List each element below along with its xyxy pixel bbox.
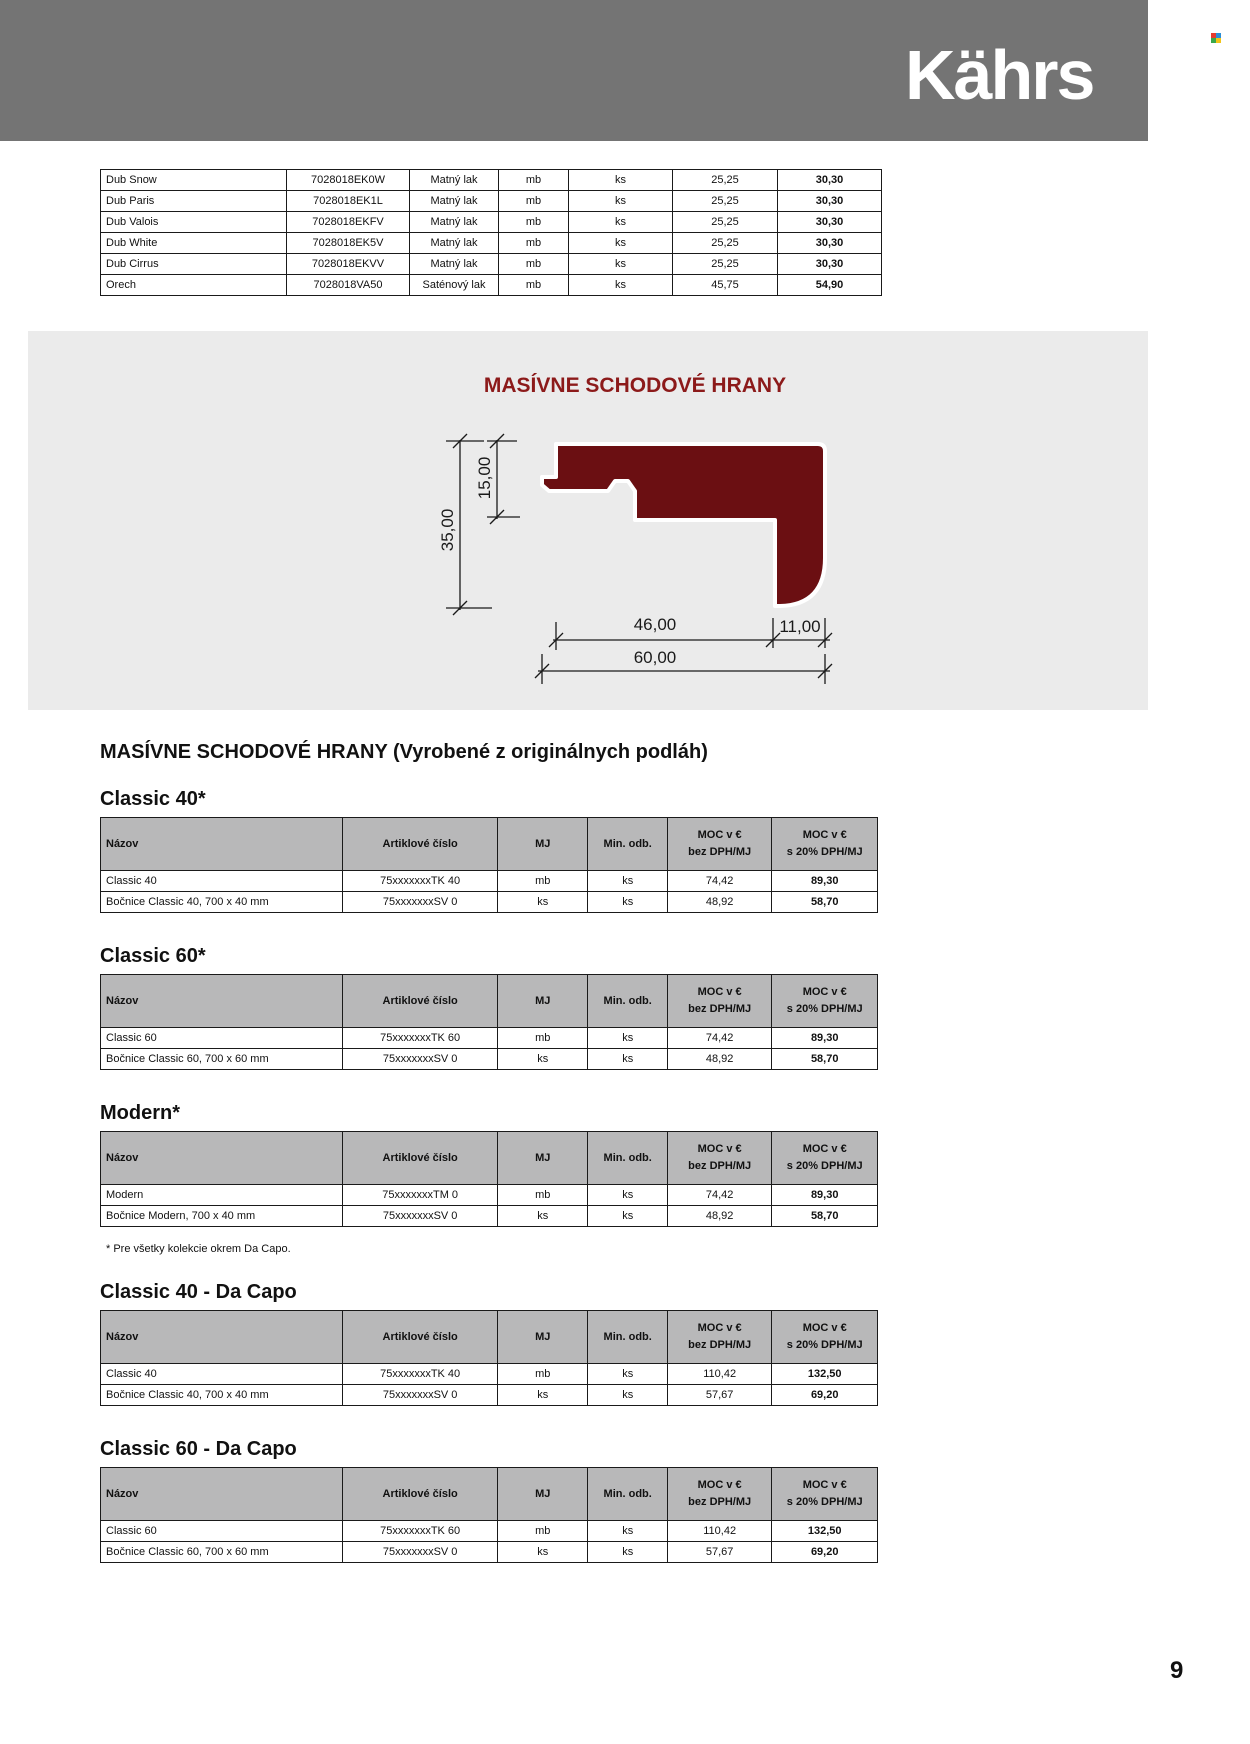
row-price-ex: 57,67 — [667, 1542, 772, 1563]
row-code: 75xxxxxxxSV 0 — [343, 1385, 498, 1406]
row-name: Bočnice Modern, 700 x 40 mm — [101, 1206, 343, 1227]
row-price-ex: 25,25 — [673, 170, 778, 191]
row-price-ex: 45,75 — [673, 275, 778, 296]
row-min: ks — [569, 275, 673, 296]
row-name: Classic 60 — [101, 1521, 343, 1542]
col-min: Min. odb. — [588, 1468, 667, 1521]
col-name: Názov — [101, 1132, 343, 1185]
price-table — [100, 1467, 878, 1563]
row-name: Bočnice Classic 60, 700 x 60 mm — [101, 1542, 343, 1563]
row-name: Dub Cirrus — [101, 254, 287, 275]
row-finish: Matný lak — [410, 233, 499, 254]
table-header-row — [101, 1132, 878, 1185]
row-price-inc: 58,70 — [772, 1206, 878, 1227]
row-min: ks — [588, 1185, 667, 1206]
col-unit: MJ — [498, 1311, 588, 1364]
row-price-inc: 54,90 — [778, 275, 882, 296]
row-price-ex: 25,25 — [673, 233, 778, 254]
col-code: Artiklové číslo — [343, 1311, 498, 1364]
col-min: Min. odb. — [588, 1132, 667, 1185]
row-code: 7028018EKVV — [287, 254, 410, 275]
row-min: ks — [588, 1364, 667, 1385]
main-heading: MASÍVNE SCHODOVÉ HRANY (Vyrobené z originálnych podláh) — [100, 741, 708, 763]
row-price-ex: 25,25 — [673, 254, 778, 275]
row-price-ex: 57,67 — [667, 1385, 772, 1406]
row-price-ex: 74,42 — [667, 871, 772, 892]
row-min: ks — [569, 233, 673, 254]
row-price-inc: 89,30 — [772, 1185, 878, 1206]
row-unit: mb — [498, 1364, 588, 1385]
row-price-inc: 69,20 — [772, 1385, 878, 1406]
row-unit: mb — [498, 1028, 588, 1049]
row-price-ex: 74,42 — [667, 1028, 772, 1049]
row-unit: mb — [499, 170, 569, 191]
row-min: ks — [588, 1521, 667, 1542]
row-name: Dub Snow — [101, 170, 287, 191]
table-row — [101, 1185, 878, 1206]
row-code: 75xxxxxxxSV 0 — [343, 892, 498, 913]
row-price-ex: 48,92 — [667, 1206, 772, 1227]
table-row — [101, 1028, 878, 1049]
row-name: Bočnice Classic 40, 700 x 40 mm — [101, 892, 343, 913]
row-price-inc: 132,50 — [772, 1521, 878, 1542]
table-header-row — [101, 1311, 878, 1364]
col-unit: MJ — [498, 1132, 588, 1185]
row-price-inc: 58,70 — [772, 892, 878, 913]
table-header-row — [101, 818, 878, 871]
row-price-inc: 132,50 — [772, 1364, 878, 1385]
diagram-title: MASÍVNE SCHODOVÉ HRANY — [483, 374, 787, 397]
table-row — [101, 1385, 878, 1406]
row-price-inc: 30,30 — [778, 212, 882, 233]
row-code: 7028018VA50 — [287, 275, 410, 296]
brand-logo: Kährs — [905, 36, 1094, 114]
row-finish: Matný lak — [410, 212, 499, 233]
row-price-ex: 110,42 — [667, 1521, 772, 1542]
col-price-inc: MOC v € s 20% DPH/MJ — [772, 1468, 878, 1521]
row-unit: mb — [499, 212, 569, 233]
row-name: Dub Valois — [101, 212, 287, 233]
dim-width-total: 60,00 — [633, 648, 677, 667]
row-min: ks — [569, 191, 673, 212]
row-name: Classic 60 — [101, 1028, 343, 1049]
row-price-inc: 69,20 — [772, 1542, 878, 1563]
footnote: * Pre všetky kolekcie okrem Da Capo. — [106, 1243, 291, 1255]
col-price-ex: MOC v € bez DPH/MJ — [667, 1132, 772, 1185]
row-code: 7028018EK1L — [287, 191, 410, 212]
price-table — [100, 1310, 878, 1406]
table-row — [101, 1521, 878, 1542]
row-unit: mb — [498, 1521, 588, 1542]
row-min: ks — [569, 170, 673, 191]
row-finish: Matný lak — [410, 254, 499, 275]
row-code: 7028018EK0W — [287, 170, 410, 191]
table-row — [101, 871, 878, 892]
section-heading: Classic 40* — [100, 788, 206, 810]
row-finish: Matný lak — [410, 170, 499, 191]
section-heading: Classic 60 - Da Capo — [100, 1438, 297, 1460]
table-header-row — [101, 975, 878, 1028]
table-row — [101, 1049, 878, 1070]
row-price-inc: 58,70 — [772, 1049, 878, 1070]
price-table — [100, 817, 878, 913]
col-name: Názov — [101, 975, 343, 1028]
row-price-ex: 110,42 — [667, 1364, 772, 1385]
row-price-inc: 89,30 — [772, 1028, 878, 1049]
col-code: Artiklové číslo — [343, 818, 498, 871]
row-min: ks — [588, 892, 667, 913]
col-code: Artiklové číslo — [343, 975, 498, 1028]
row-price-inc: 89,30 — [772, 871, 878, 892]
section-heading: Classic 60* — [100, 945, 206, 967]
col-code: Artiklové číslo — [343, 1132, 498, 1185]
row-unit: ks — [498, 1049, 588, 1070]
col-price-inc: MOC v € s 20% DPH/MJ — [772, 818, 878, 871]
row-unit: mb — [499, 254, 569, 275]
col-name: Názov — [101, 818, 343, 871]
row-unit: mb — [498, 1185, 588, 1206]
row-unit: mb — [499, 191, 569, 212]
row-price-inc: 30,30 — [778, 170, 882, 191]
row-min: ks — [588, 1049, 667, 1070]
row-price-inc: 30,30 — [778, 191, 882, 212]
price-table — [100, 1131, 878, 1227]
col-price-inc: MOC v € s 20% DPH/MJ — [772, 975, 878, 1028]
row-min: ks — [588, 871, 667, 892]
row-code: 7028018EKFV — [287, 212, 410, 233]
col-price-inc: MOC v € s 20% DPH/MJ — [772, 1132, 878, 1185]
dim-width-inner: 46,00 — [633, 615, 677, 634]
row-price-inc: 30,30 — [778, 233, 882, 254]
row-min: ks — [588, 1385, 667, 1406]
price-table — [100, 974, 878, 1070]
row-code: 75xxxxxxxTK 40 — [343, 1364, 498, 1385]
col-min: Min. odb. — [588, 975, 667, 1028]
dim-width-lip: 11,00 — [779, 617, 821, 636]
col-price-ex: MOC v € bez DPH/MJ — [667, 1468, 772, 1521]
row-unit: ks — [498, 1206, 588, 1227]
row-name: Bočnice Classic 60, 700 x 60 mm — [101, 1049, 343, 1070]
table-row — [101, 1206, 878, 1227]
col-unit: MJ — [498, 975, 588, 1028]
row-min: ks — [569, 212, 673, 233]
row-code: 75xxxxxxxSV 0 — [343, 1206, 498, 1227]
row-unit: ks — [498, 1385, 588, 1406]
row-finish: Saténový lak — [410, 275, 499, 296]
row-code: 75xxxxxxxSV 0 — [343, 1049, 498, 1070]
row-code: 75xxxxxxxTK 40 — [343, 871, 498, 892]
row-code: 75xxxxxxxTK 60 — [343, 1028, 498, 1049]
row-unit: mb — [498, 871, 588, 892]
row-min: ks — [588, 1542, 667, 1563]
row-price-ex: 74,42 — [667, 1185, 772, 1206]
col-code: Artiklové číslo — [343, 1468, 498, 1521]
row-price-inc: 30,30 — [778, 254, 882, 275]
table-row — [101, 892, 878, 913]
col-price-inc: MOC v € s 20% DPH/MJ — [772, 1311, 878, 1364]
row-code: 7028018EK5V — [287, 233, 410, 254]
row-price-ex: 25,25 — [673, 191, 778, 212]
stair-nosing-profile-diagram — [0, 0, 1250, 720]
row-name: Bočnice Classic 40, 700 x 40 mm — [101, 1385, 343, 1406]
row-name: Dub Paris — [101, 191, 287, 212]
col-price-ex: MOC v € bez DPH/MJ — [667, 1311, 772, 1364]
col-min: Min. odb. — [588, 1311, 667, 1364]
row-name: Classic 40 — [101, 871, 343, 892]
row-code: 75xxxxxxxTK 60 — [343, 1521, 498, 1542]
col-name: Názov — [101, 1311, 343, 1364]
col-price-ex: MOC v € bez DPH/MJ — [667, 975, 772, 1028]
row-finish: Matný lak — [410, 191, 499, 212]
col-unit: MJ — [498, 818, 588, 871]
dim-height-total: 35,00 — [438, 508, 457, 552]
page-number: 9 — [1170, 1657, 1184, 1684]
row-name: Dub White — [101, 233, 287, 254]
table-row — [101, 1364, 878, 1385]
row-price-ex: 48,92 — [667, 1049, 772, 1070]
col-min: Min. odb. — [588, 818, 667, 871]
row-min: ks — [588, 1206, 667, 1227]
row-unit: ks — [498, 1542, 588, 1563]
row-unit: mb — [499, 275, 569, 296]
col-name: Názov — [101, 1468, 343, 1521]
dim-height-top: 15,00 — [475, 456, 494, 500]
row-min: ks — [569, 254, 673, 275]
col-unit: MJ — [498, 1468, 588, 1521]
row-unit: ks — [498, 892, 588, 913]
row-name: Orech — [101, 275, 287, 296]
row-unit: mb — [499, 233, 569, 254]
row-name: Modern — [101, 1185, 343, 1206]
row-price-ex: 48,92 — [667, 892, 772, 913]
row-name: Classic 40 — [101, 1364, 343, 1385]
stair-nosing-profile-shape — [542, 444, 825, 606]
table-header-row — [101, 1468, 878, 1521]
section-heading: Modern* — [100, 1102, 180, 1124]
row-code: 75xxxxxxxSV 0 — [343, 1542, 498, 1563]
row-min: ks — [588, 1028, 667, 1049]
col-price-ex: MOC v € bez DPH/MJ — [667, 818, 772, 871]
row-code: 75xxxxxxxTM 0 — [343, 1185, 498, 1206]
table-row — [101, 1542, 878, 1563]
row-price-ex: 25,25 — [673, 212, 778, 233]
section-heading: Classic 40 - Da Capo — [100, 1281, 297, 1303]
